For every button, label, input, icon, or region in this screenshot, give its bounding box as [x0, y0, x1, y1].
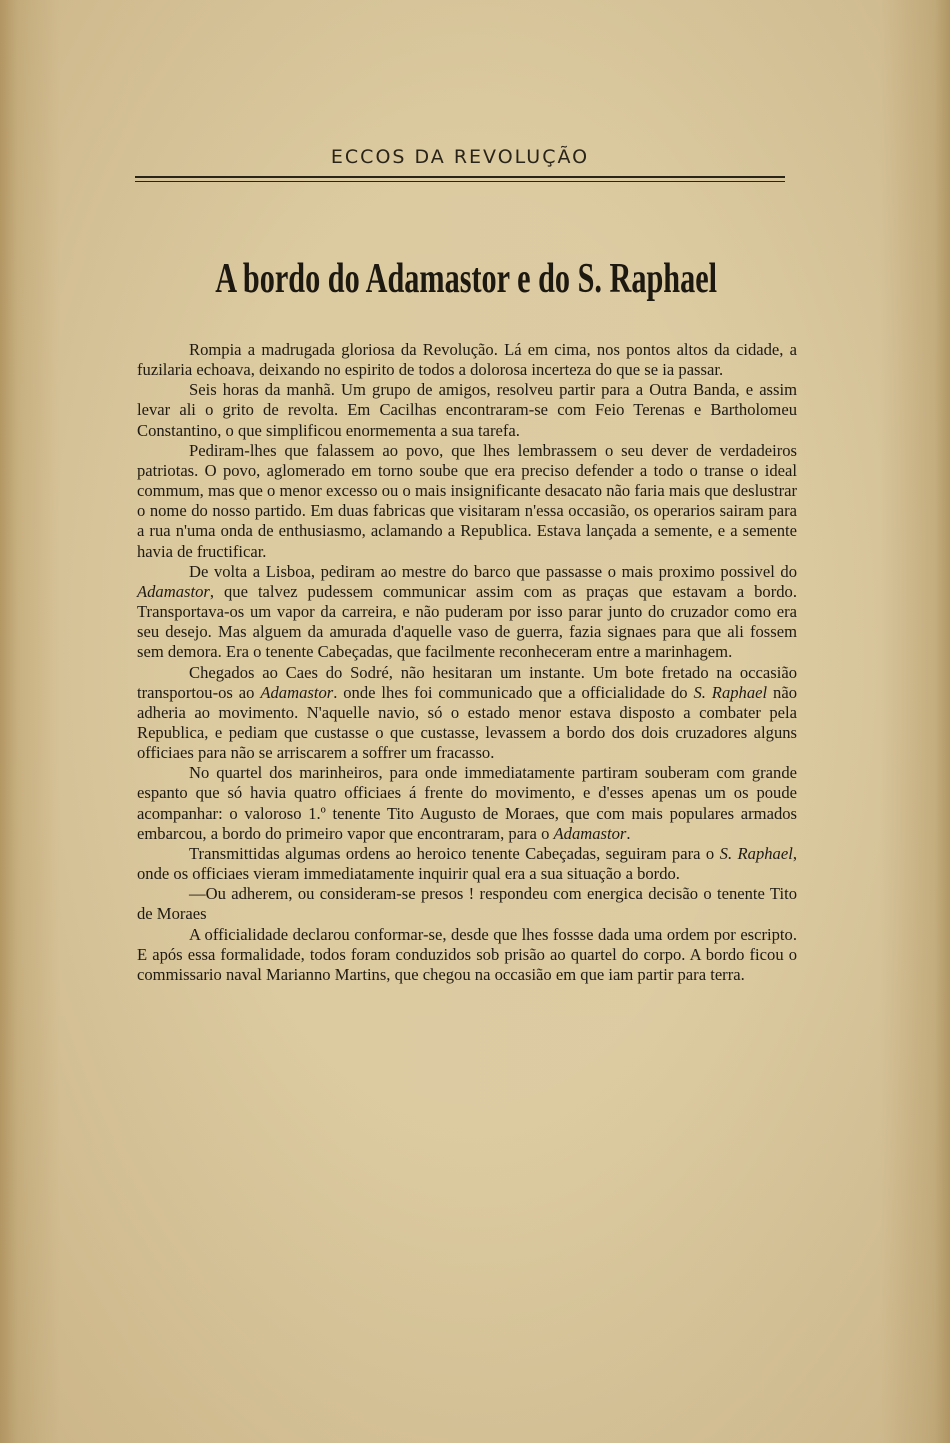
article-paragraph: [137, 340, 797, 380]
paragraph-text: No quartel dos marinheiros, para onde immediatamente partiram souberam com grande espanto que só havia quatro officiaes á frente do movimento, e d'esses apenas um os poude acompanhar: o valoroso 1.º tenente Tito Augusto de Moraes, que com mais populares armados embarcou, a bordo do primeiro vapor que encontraram, para o: [137, 763, 797, 843]
paragraph-text: —Ou adherem, ou consideram-se presos ! respondeu com energica decisão o tenente Tito de Moraes: [137, 884, 797, 924]
article-paragraph: [137, 884, 797, 924]
article-paragraph: [137, 441, 797, 562]
article-paragraph: [137, 844, 797, 884]
ship-name: Adamastor: [260, 682, 334, 702]
header-rule-thick: [135, 176, 785, 178]
paragraph-text: Pediram-lhes que falassem ao povo, que lhes lembrassem o seu dever de verdadeiros patriotas. O povo, aglomerado em torno soube que era preciso defender a todo o transe o ideal commum, mas que o menor excesso ou o mais insignificante desacato não faria mais que deslustrar o nome do nosso partido. Em duas fabricas que visitaram n'essa occasião, os operarios sairam para a rua n'uma onda de enthusiasmo, aclamando a Republica. Estava lançada a semente, e a semente havia de fructificar.: [137, 440, 797, 561]
paragraph-text: Seis horas da manhã. Um grupo de amigos, resolveu partir para a Outra Banda, e assim levar ali o grito de revolta. Em Cacilhas encontraram-se com Feio Terenas e Bartholomeu Constantino, o que simplificou enormementa a sua tarefa.: [137, 380, 797, 440]
paragraph-text: , que talvez pudessem communicar assim com as praças que estavam a bordo. Transportava-os um vapor da carreira, e não puderam por isso parar junto do cruzador como era seu desejo. Mas alguem da amurada d'aquelle vaso de guerra, fazia signaes para que ali fossem sem demora. Era o tenente Cabeçadas, que facilmente reconheceram entre a marinhagem.: [137, 581, 797, 662]
paragraph-text: , onde os officiaes vieram immediatamente inquirir qual era a sua situação a bordo.: [137, 843, 797, 884]
paragraph-text: . onde lhes foi communicado que a officialidade do: [333, 682, 694, 702]
paragraph-text: não adheria ao movimento. N'aquelle navio, só o estado menor estava disposto a combater pela Republica, e pediam que custasse o que custasse, levassem a bordo dos dois cruzadores alguns officiaes para não se arriscarem a soffrer um fracasso.: [137, 682, 797, 763]
paragraph-text: A officialidade declarou conformar-se, desde que lhes fossse dada uma ordem por escripto. E após essa formalidade, todos foram conduzidos sob prisão ao quartel do corpo. A bordo ficou o commissario naval Marianno Martins, que chegou na occasião em que iam partir para terra.: [137, 924, 797, 984]
article-paragraph: [137, 663, 797, 764]
article-paragraph: [137, 380, 797, 440]
article-title: A bordo do Adamastor e do S. Raphael: [215, 256, 718, 302]
paragraph-text: De volta a Lisboa, pediram ao mestre do barco que passasse o mais proximo possivel do: [189, 561, 797, 581]
paragraph-text: Transmittidas algumas ordens ao heroico tenente Cabeçadas, seguiram para o: [189, 843, 720, 863]
ship-name: S. Raphael: [693, 682, 768, 702]
article-paragraph: [137, 763, 797, 844]
article-body: [137, 340, 797, 985]
ship-name: Adamastor: [553, 823, 627, 843]
paragraph-text: .: [626, 823, 631, 843]
article-paragraph: [137, 925, 797, 985]
paragraph-text: Chegados ao Caes do Sodré, não hesitaran um instante. Um bote fretado na occasião transportou-os ao: [137, 662, 797, 702]
paragraph-text: Rompia a madrugada gloriosa da Revolução. Lá em cima, nos pontos altos da cidade, a fuzilaria echoava, deixando no espirito de todos a dolorosa incerteza do que se ia passar.: [137, 340, 797, 380]
running-header: ECCOS DA REVOLUÇÃO: [330, 146, 590, 168]
article-paragraph: [137, 562, 797, 663]
header-rule-thin: [135, 181, 785, 182]
ship-name: Adamastor: [137, 581, 210, 601]
ship-name: S. Raphael: [719, 843, 793, 863]
